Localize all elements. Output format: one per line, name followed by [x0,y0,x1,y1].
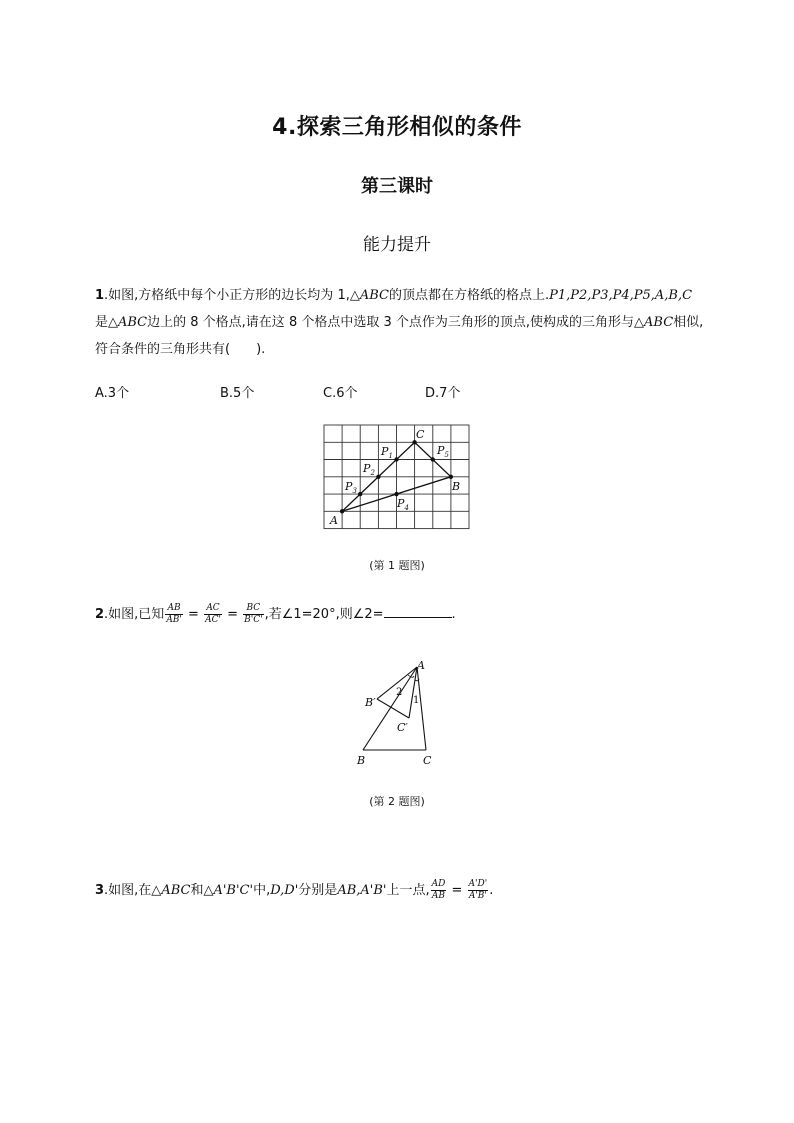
label-a: A [417,659,425,672]
question-3-number: 3 [95,883,105,898]
figure-2-caption: (第 2 题图) [369,795,425,808]
question-3-text: 3.如图,在△ABC和△A'B'C'中,D,D'分别是AB,A'B'上一点, $\frac{AD}{AB}$ = $\frac{A'D'}{A'B'}$ . [95,879,494,901]
section-heading: 能力提升 [363,235,431,255]
label-p2: P [363,462,371,475]
point-p5 [431,457,435,461]
ratio-ab: $\frac{AB}{AB'}$ [166,603,182,625]
label-c: C [416,428,425,441]
point-p2 [376,475,380,479]
point-p1 [394,457,398,461]
question-1-number: 1 [95,288,105,303]
grid-lines [324,425,469,529]
point-p4 [394,492,398,496]
label-c-prime: C′ [397,721,408,734]
figure-1-caption: (第 1 题图) [369,559,425,572]
svg-text:4: 4 [404,504,409,512]
label-p1: P [381,445,389,458]
label-b: B [357,754,366,767]
option-b[interactable]: B.5个 [220,386,255,401]
question-2-number: 2 [95,607,105,622]
angle-2-label: 2 [396,687,403,698]
point-a [340,509,344,513]
point-p3 [358,492,362,496]
ratio-ac: $\frac{AC}{AC'}$ [205,603,221,625]
option-c[interactable]: C.6个 [323,386,358,401]
svg-text:1: 1 [388,452,393,460]
question-2-text: 2.如图,已知 $\frac{AB}{AB'}$ = $\frac{AC}{AC'}$ = $\frac{BC}{B'C'}$ ,若∠1=20°,则∠2= . [95,603,456,625]
point-b [449,475,453,479]
page-title: 4.探索三角形相似的条件 [272,115,522,140]
segment-ac-prime [409,667,420,718]
question-1-grid-figure [318,420,478,536]
question-1-text: 1.如图,方格纸中每个小正方形的边长均为 1,△ABC的顶点都在方格纸的格点上.P1,P2,P3,P4,P5,A,B,C是△ABC边上的 8 个格点,请在这 8 个格点中选取 3 个点作为三角形的顶点,使构成的三角形与△ABC相似,符合条件的三角形共有( ). [95,288,704,357]
label-b-prime: B′ [365,696,376,709]
label-a: A [330,514,338,527]
option-a[interactable]: A.3个 [95,386,130,401]
label-p5: P [437,444,445,457]
label-p4: P [397,497,405,510]
svg-text:2: 2 [370,469,375,477]
segment-ac [417,667,426,750]
segment-bc-prime [377,699,409,718]
svg-text:3: 3 [352,487,357,495]
angle-1-label: 1 [413,695,420,706]
ratio-bc: $\frac{BC}{B'C'}$ [244,603,263,625]
svg-text:5: 5 [444,451,449,459]
label-b: B [452,480,461,493]
ratio-ad-ab: $\frac{AD}{AB}$ [431,879,446,901]
lesson-subtitle: 第三课时 [361,176,433,197]
ratio-a'd'-a'b': $\frac{A'D'}{A'B'}$ [468,879,488,901]
label-p3: P [345,480,353,493]
answer-blank[interactable] [384,603,452,618]
label-c: C [423,754,432,767]
question-2-figure [355,655,445,770]
option-d[interactable]: D.7个 [425,386,461,401]
